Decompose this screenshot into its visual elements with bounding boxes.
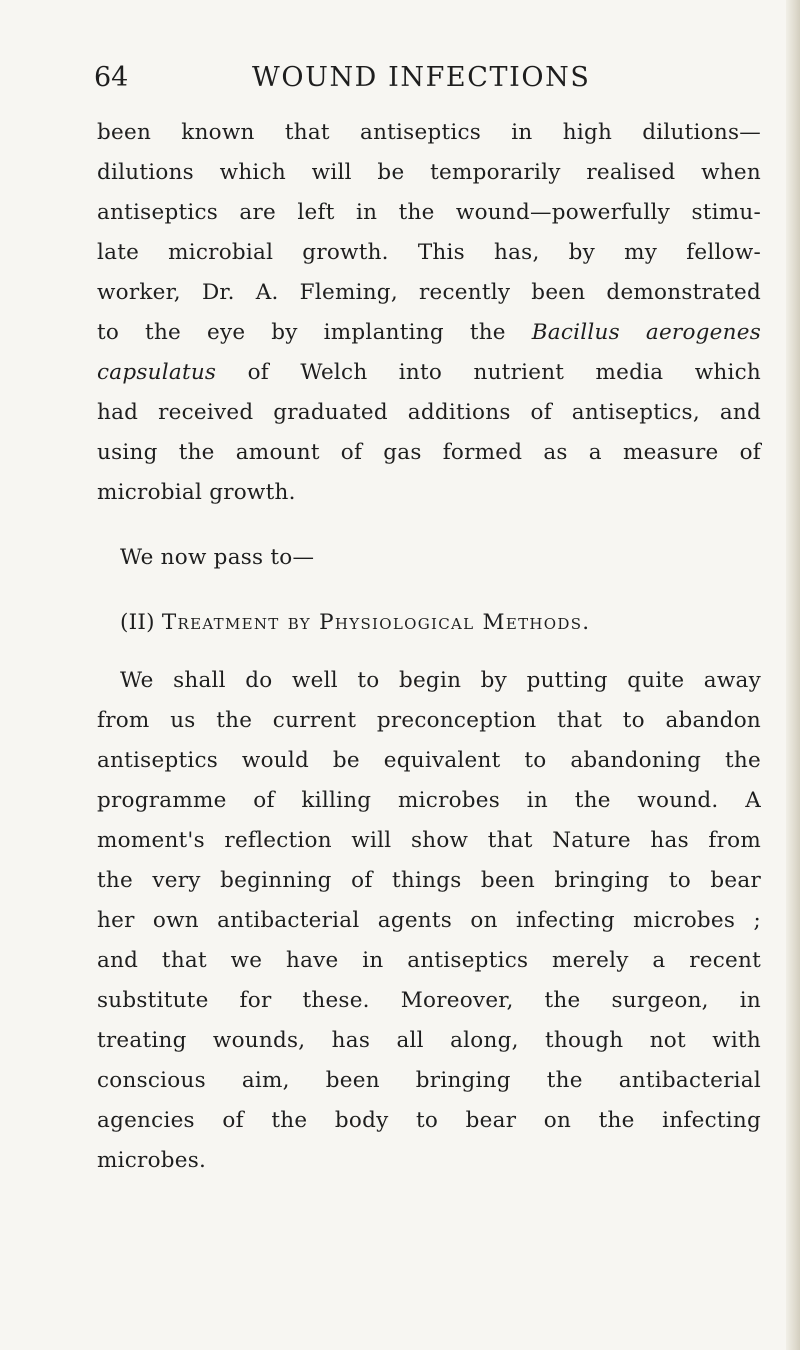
page-number: 64 xyxy=(94,62,129,93)
text-line: antiseptics would be equivalent to abandoning the xyxy=(97,748,761,773)
text-line: from us the current preconception that to abandon xyxy=(97,708,761,733)
text-line: We now pass to— xyxy=(120,545,315,570)
text-line: dilutions which will be temporarily realised when xyxy=(97,160,761,185)
paragraph xyxy=(97,538,761,578)
text-run: to the eye by implanting the xyxy=(97,320,532,345)
text-line: and that we have in antiseptics merely a recent xyxy=(97,948,761,973)
page-header xyxy=(94,58,764,98)
paragraph xyxy=(97,113,761,513)
text-line: substitute for these. Moreover, the surgeon, in xyxy=(97,988,761,1013)
section-title: Treatment by Physiological Methods. xyxy=(161,610,591,635)
text-line: been known that antiseptics in high dilutions— xyxy=(97,120,761,145)
section-heading xyxy=(97,603,761,643)
text-line: had received graduated additions of antiseptics, and xyxy=(97,400,761,425)
text-line: moment's reflection will show that Nature has from xyxy=(97,828,761,853)
text-line: using the amount of gas formed as a measure of xyxy=(97,440,761,465)
heading-line xyxy=(97,603,761,643)
running-head: WOUND INFECTIONS xyxy=(252,62,591,93)
text-line: We shall do well to begin by putting quite away xyxy=(120,668,761,693)
text-line: worker, Dr. A. Fleming, recently been demonstrated xyxy=(97,280,761,305)
italic-species-name: Bacillus aerogenes xyxy=(531,320,761,345)
text-line: late microbial growth. This has, by my fellow- xyxy=(97,240,761,265)
text-line: microbes. xyxy=(97,1148,207,1173)
paragraph xyxy=(97,661,761,1181)
text-run: of Welch into nutrient media which xyxy=(216,360,761,385)
paragraph-gap xyxy=(97,643,761,661)
text-line xyxy=(97,313,761,353)
italic-species-name: capsulatus xyxy=(97,360,217,385)
paragraph-gap xyxy=(97,578,761,603)
text-line: programme of killing microbes in the wound. A xyxy=(97,788,761,813)
body-text xyxy=(97,113,761,1181)
section-number: (II) xyxy=(120,610,155,635)
text-line: agencies of the body to bear on the infecting xyxy=(97,1108,761,1133)
text-line: her own antibacterial agents on infecting microbes ; xyxy=(97,908,761,933)
text-line: conscious aim, been bringing the antibacterial xyxy=(97,1068,761,1093)
text-line: microbial growth. xyxy=(97,480,296,505)
text-line: the very beginning of things been bringing to bear xyxy=(97,868,761,893)
page-edge-shadow xyxy=(786,0,800,1350)
text-line xyxy=(97,353,761,393)
paragraph-gap xyxy=(97,513,761,538)
text-line: antiseptics are left in the wound—powerfully stimu- xyxy=(97,200,761,225)
text-line: treating wounds, has all along, though not with xyxy=(97,1028,761,1053)
